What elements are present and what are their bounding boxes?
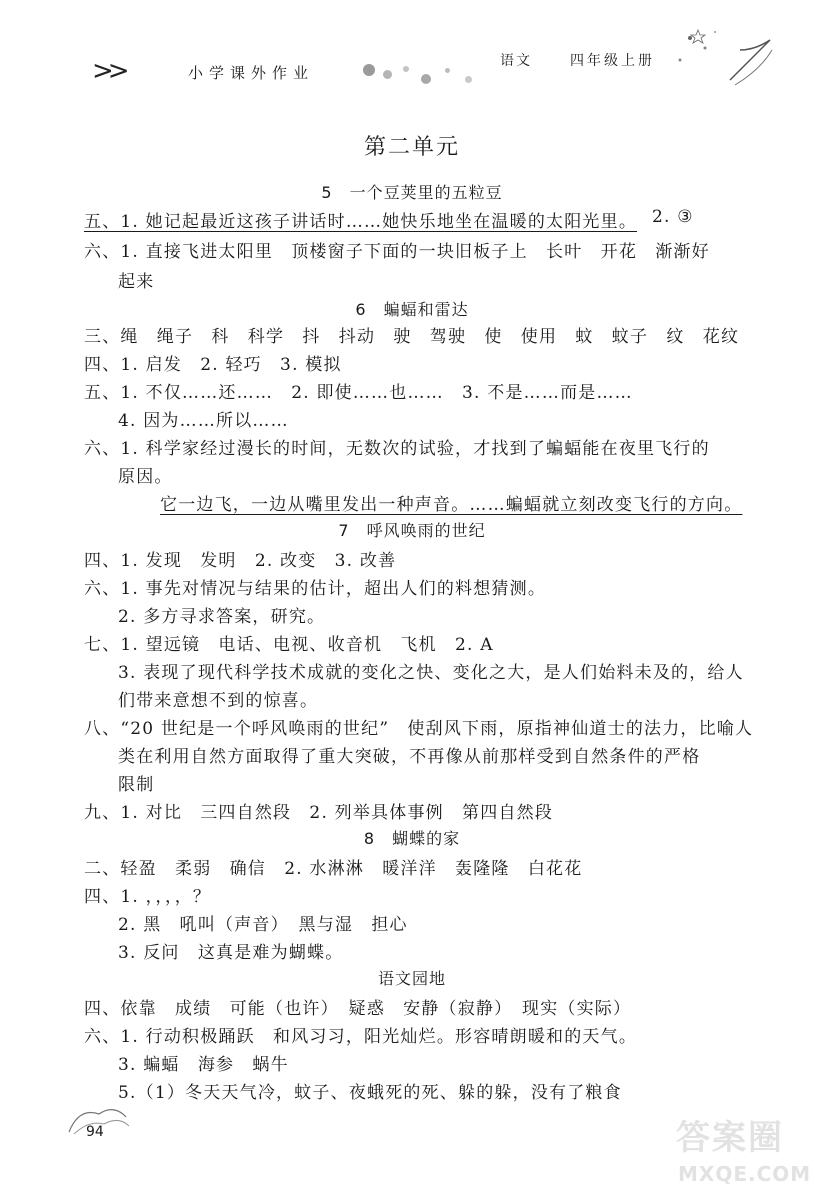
watermark-logo: 答案圈	[676, 1118, 784, 1158]
answer-line: 2. ③	[652, 207, 694, 227]
subject-label: 语文	[500, 53, 532, 69]
chapter-heading: 6 蝙蝠和雷达	[355, 300, 469, 319]
answer-line: 六、1. 直接飞进太阳里 顶楼窗子下面的一块旧板子上 长叶 开花 渐渐好	[84, 242, 710, 262]
answer-line: 3. 反问 这真是难为蝴蝶。	[118, 943, 344, 963]
page-header	[0, 0, 824, 110]
answer-line: 5.（1）冬天天气冷，蚊子、夜蛾死的死、躲的躲，没有了粮食	[118, 1083, 622, 1103]
answer-line: 四、1. 启发 2. 轻巧 3. 模拟	[84, 355, 342, 375]
answer-line: 2. 黑 吼叫（声音） 黑与湿 担心	[118, 915, 408, 935]
chapter-heading: 语文园地	[377, 969, 446, 988]
chapter-heading: 8 蝴蝶的家	[363, 829, 461, 848]
answer-line: 二、轻盈 柔弱 确信 2. 水淋淋 暖洋洋 轰隆隆 白花花	[84, 859, 583, 879]
series-title: 小学课外作业	[188, 64, 315, 82]
page-number: 94	[86, 1124, 104, 1140]
star-swirl-decoration-icon	[660, 20, 780, 100]
watermark-url: MXQE.COM	[678, 1162, 812, 1186]
answer-line: 六、1. 行动积极踊跃 和风习习，阳光灿烂。形容晴朗暖和的天气。	[84, 1027, 638, 1047]
answer-line: 2. 多方寻求答案，研究。	[118, 607, 326, 627]
answer-line: 类在利用自然方面取得了重大突破，不再像从前那样受到自然条件的严格	[118, 747, 701, 767]
answer-line: 起来	[118, 272, 155, 292]
answer-line: 3. 表现了现代科学技术成就的变化之快、变化之大，是人们始料未及的，给人	[118, 663, 744, 683]
answer-line: 六、1. 事先对情况与结果的估计，超出人们的料想猜测。	[84, 579, 547, 599]
answer-line: 们带来意想不到的惊喜。	[118, 691, 319, 711]
chapter-heading: 5 一个豆荚里的五粒豆	[321, 183, 503, 202]
answer-line: 四、依靠 成绩 可能（也许） 疑惑 安静（寂静） 现实（实际）	[84, 999, 632, 1019]
chapter-heading: 7 呼风唤雨的世纪	[338, 521, 486, 540]
answer-line: 五、1. 不仅……还…… 2. 即使……也…… 3. 不是……而是……	[84, 383, 633, 403]
answer-line: 九、1. 对比 三四自然段 2. 列举具体事例 第四自然段	[84, 803, 554, 823]
answer-line: 四、1. ，，，，？	[84, 887, 212, 907]
answer-line: 限制	[118, 775, 155, 795]
answer-line: 三、绳 绳子 科 科学 抖 抖动 驶 驾驶 使 使用 蚊 蚊子 纹 花纹	[84, 327, 740, 347]
answer-line: 4. 因为……所以……	[118, 411, 289, 431]
answer-line: 原因。	[118, 467, 173, 487]
answer-line: 七、1. 望远镜 电话、电视、收音机 飞机 2. A	[84, 635, 494, 655]
answer-line: 它一边飞，一边从嘴里发出一种声音。……蝙蝠就立刻改变飞行的方向。	[160, 495, 743, 515]
grade-label: 四年级上册	[570, 53, 655, 69]
answer-line: 四、1. 发现 发明 2. 改变 3. 改善	[84, 551, 397, 571]
decorative-dots	[355, 58, 495, 88]
answer-line: 八、“20 世纪是一个呼风唤雨的世纪” 使刮风下雨，原指神仙道士的法力，比喻人	[84, 719, 754, 739]
answer-line: 六、1. 科学家经过漫长的时间，无数次的试验，才找到了蝙蝠能在夜里飞行的	[84, 439, 710, 459]
unit-title: 第二单元	[363, 135, 460, 160]
answer-line: 五、1. 她记起最近这孩子讲话时……她快乐地坐在温暖的太阳光里。	[84, 212, 638, 232]
double-chevron-icon: >>	[92, 56, 124, 86]
answer-line: 3. 蝙蝠 海参 蜗牛	[118, 1055, 289, 1075]
